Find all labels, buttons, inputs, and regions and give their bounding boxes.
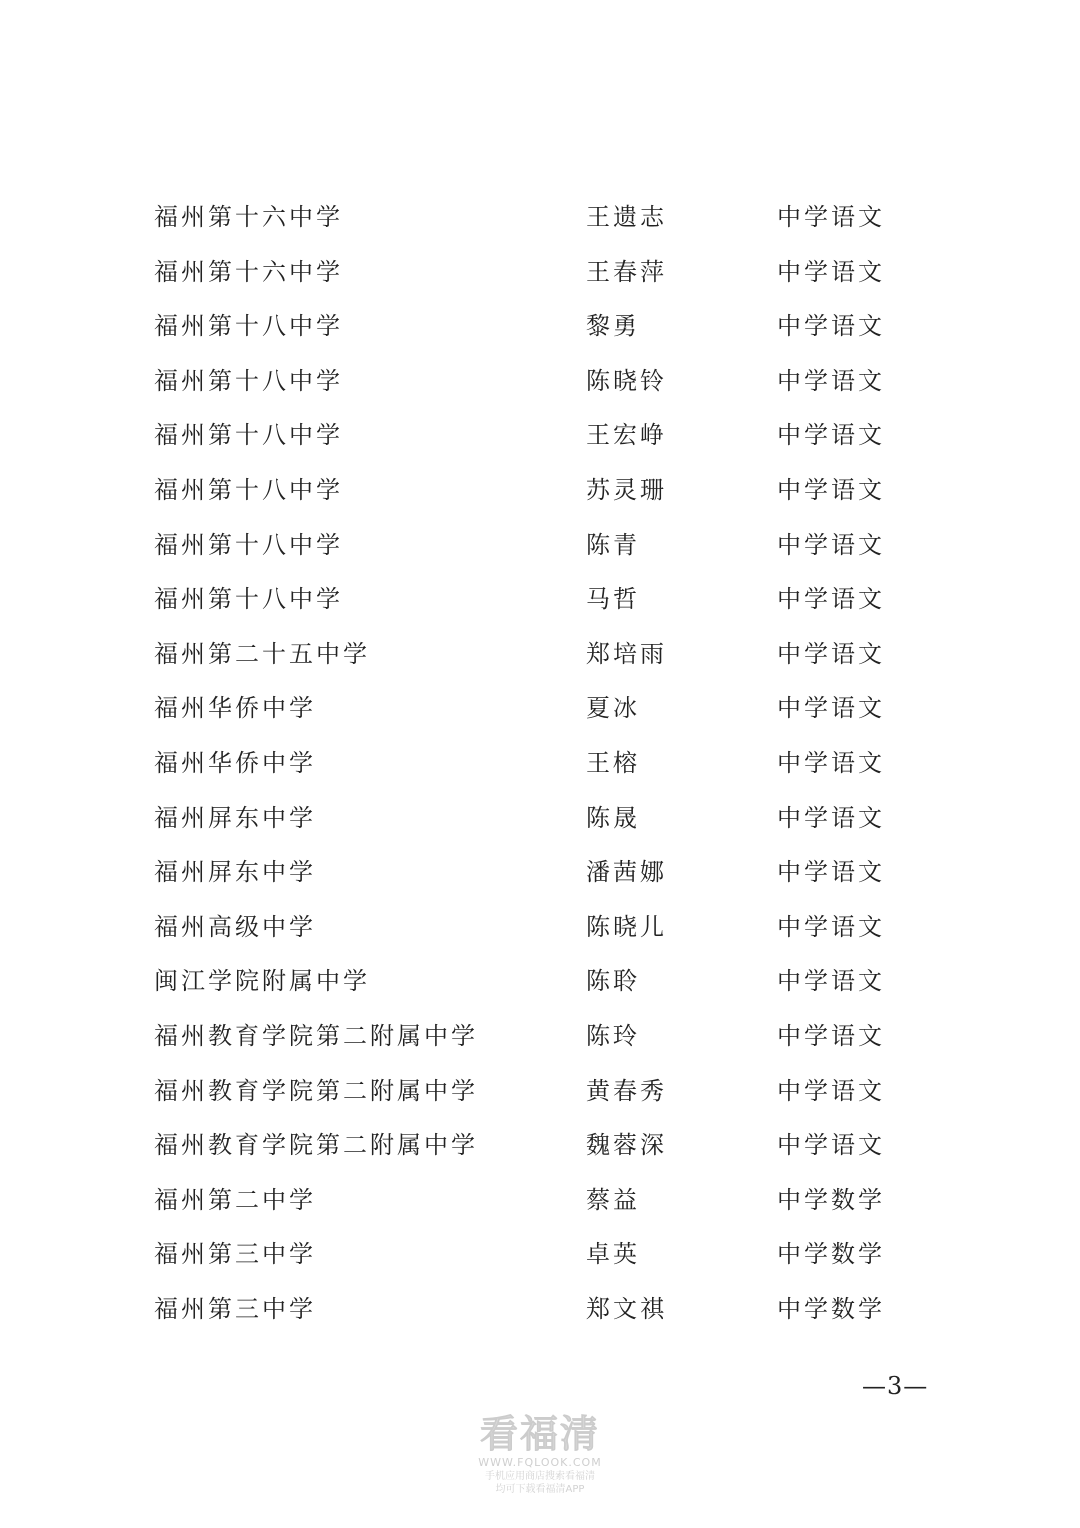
name-cell: 陈玲 (586, 1021, 640, 1050)
school-cell: 福州第十八中学 (154, 585, 343, 614)
name-cell: 陈晓儿 (586, 912, 667, 941)
subject-cell: 中学数学 (777, 1294, 885, 1323)
staff-list-table (154, 190, 914, 1336)
table-row (154, 1009, 914, 1064)
school-cell: 福州华侨中学 (154, 694, 316, 723)
name-cell: 陈晟 (586, 803, 640, 832)
subject-cell: 中学语文 (777, 1021, 885, 1050)
table-row (154, 1064, 914, 1119)
school-cell: 福州屏东中学 (154, 803, 316, 832)
subject-cell: 中学数学 (777, 1185, 885, 1214)
subject-cell: 中学语文 (777, 694, 885, 723)
school-cell: 福州高级中学 (154, 912, 316, 941)
subject-cell: 中学语文 (777, 530, 885, 559)
subject-cell: 中学语文 (777, 203, 885, 231)
watermark-url: WWW.FQLOOK.COM (478, 1456, 602, 1469)
school-cell: 福州第三中学 (154, 1240, 316, 1269)
watermark (470, 1412, 610, 1512)
name-cell: 黎勇 (586, 312, 640, 341)
school-cell: 福州第二中学 (154, 1185, 316, 1214)
subject-cell: 中学语文 (777, 585, 885, 614)
subject-cell: 中学语文 (777, 803, 885, 832)
table-row (154, 791, 914, 846)
name-cell: 陈晓铃 (586, 366, 667, 395)
school-cell: 福州教育学院第二附属中学 (154, 1021, 478, 1050)
school-cell: 福州教育学院第二附属中学 (154, 1131, 478, 1160)
name-cell: 马哲 (586, 585, 640, 614)
subject-cell: 中学语文 (777, 748, 885, 777)
name-cell: 蔡益 (586, 1185, 640, 1214)
name-cell: 苏灵珊 (586, 475, 667, 504)
table-row (154, 408, 914, 463)
table-row (154, 299, 914, 354)
school-cell: 福州第三中学 (154, 1294, 316, 1323)
name-cell: 夏冰 (586, 694, 640, 723)
school-cell: 福州华侨中学 (154, 748, 316, 777)
table-row (154, 1118, 914, 1173)
name-cell: 王遗志 (586, 203, 667, 231)
table-row (154, 518, 914, 573)
school-cell: 福州第十八中学 (154, 530, 343, 559)
table-row (154, 845, 914, 900)
school-cell: 福州第十八中学 (154, 366, 343, 395)
name-cell: 卓英 (586, 1240, 640, 1269)
name-cell: 郑文祺 (586, 1294, 667, 1323)
subject-cell: 中学语文 (777, 366, 885, 395)
name-cell: 郑培雨 (586, 639, 667, 668)
table-row (154, 1282, 914, 1337)
table-row (154, 900, 914, 955)
subject-cell: 中学语文 (777, 1076, 885, 1105)
subject-cell: 中学语文 (777, 967, 885, 996)
table-row (154, 572, 914, 627)
subject-cell: 中学语文 (777, 1131, 885, 1160)
table-row (154, 245, 914, 300)
table-row (154, 190, 914, 245)
name-cell: 陈青 (586, 530, 640, 559)
table-row (154, 1227, 914, 1282)
subject-cell: 中学语文 (777, 639, 885, 668)
name-cell: 陈聆 (586, 967, 640, 996)
table-row (154, 354, 914, 409)
table-row (154, 463, 914, 518)
subject-cell: 中学数学 (777, 1240, 885, 1269)
school-cell: 福州第十六中学 (154, 203, 343, 231)
table-row (154, 627, 914, 682)
school-cell: 福州第二十五中学 (154, 639, 370, 668)
school-cell: 福州第十八中学 (154, 421, 343, 450)
table-row (154, 681, 914, 736)
name-cell: 王春萍 (586, 257, 667, 286)
table-row (154, 1173, 914, 1228)
table-row (154, 736, 914, 791)
watermark-logo: 看福清 (479, 1412, 600, 1456)
school-cell: 福州第十八中学 (154, 475, 343, 504)
school-cell: 福州屏东中学 (154, 858, 316, 887)
school-cell: 福州第十六中学 (154, 257, 343, 286)
watermark-tagline-2: 均可下载看福清APP (495, 1484, 585, 1495)
subject-cell: 中学语文 (777, 475, 885, 504)
table-row (154, 954, 914, 1009)
school-cell: 福州教育学院第二附属中学 (154, 1076, 478, 1105)
name-cell: 王榕 (586, 748, 640, 777)
school-cell: 福州第十八中学 (154, 312, 343, 341)
watermark-tagline-1: 手机应用商店搜索看福清 (485, 1471, 595, 1482)
subject-cell: 中学语文 (777, 912, 885, 941)
name-cell: 王宏峥 (586, 421, 667, 450)
school-cell: 闽江学院附属中学 (154, 967, 370, 996)
name-cell: 潘茜娜 (586, 858, 667, 887)
subject-cell: 中学语文 (777, 858, 885, 887)
page-number: —3— (862, 1372, 929, 1400)
name-cell: 魏蓉深 (586, 1131, 667, 1160)
subject-cell: 中学语文 (777, 257, 885, 286)
subject-cell: 中学语文 (777, 312, 885, 341)
subject-cell: 中学语文 (777, 421, 885, 450)
name-cell: 黄春秀 (586, 1076, 667, 1105)
